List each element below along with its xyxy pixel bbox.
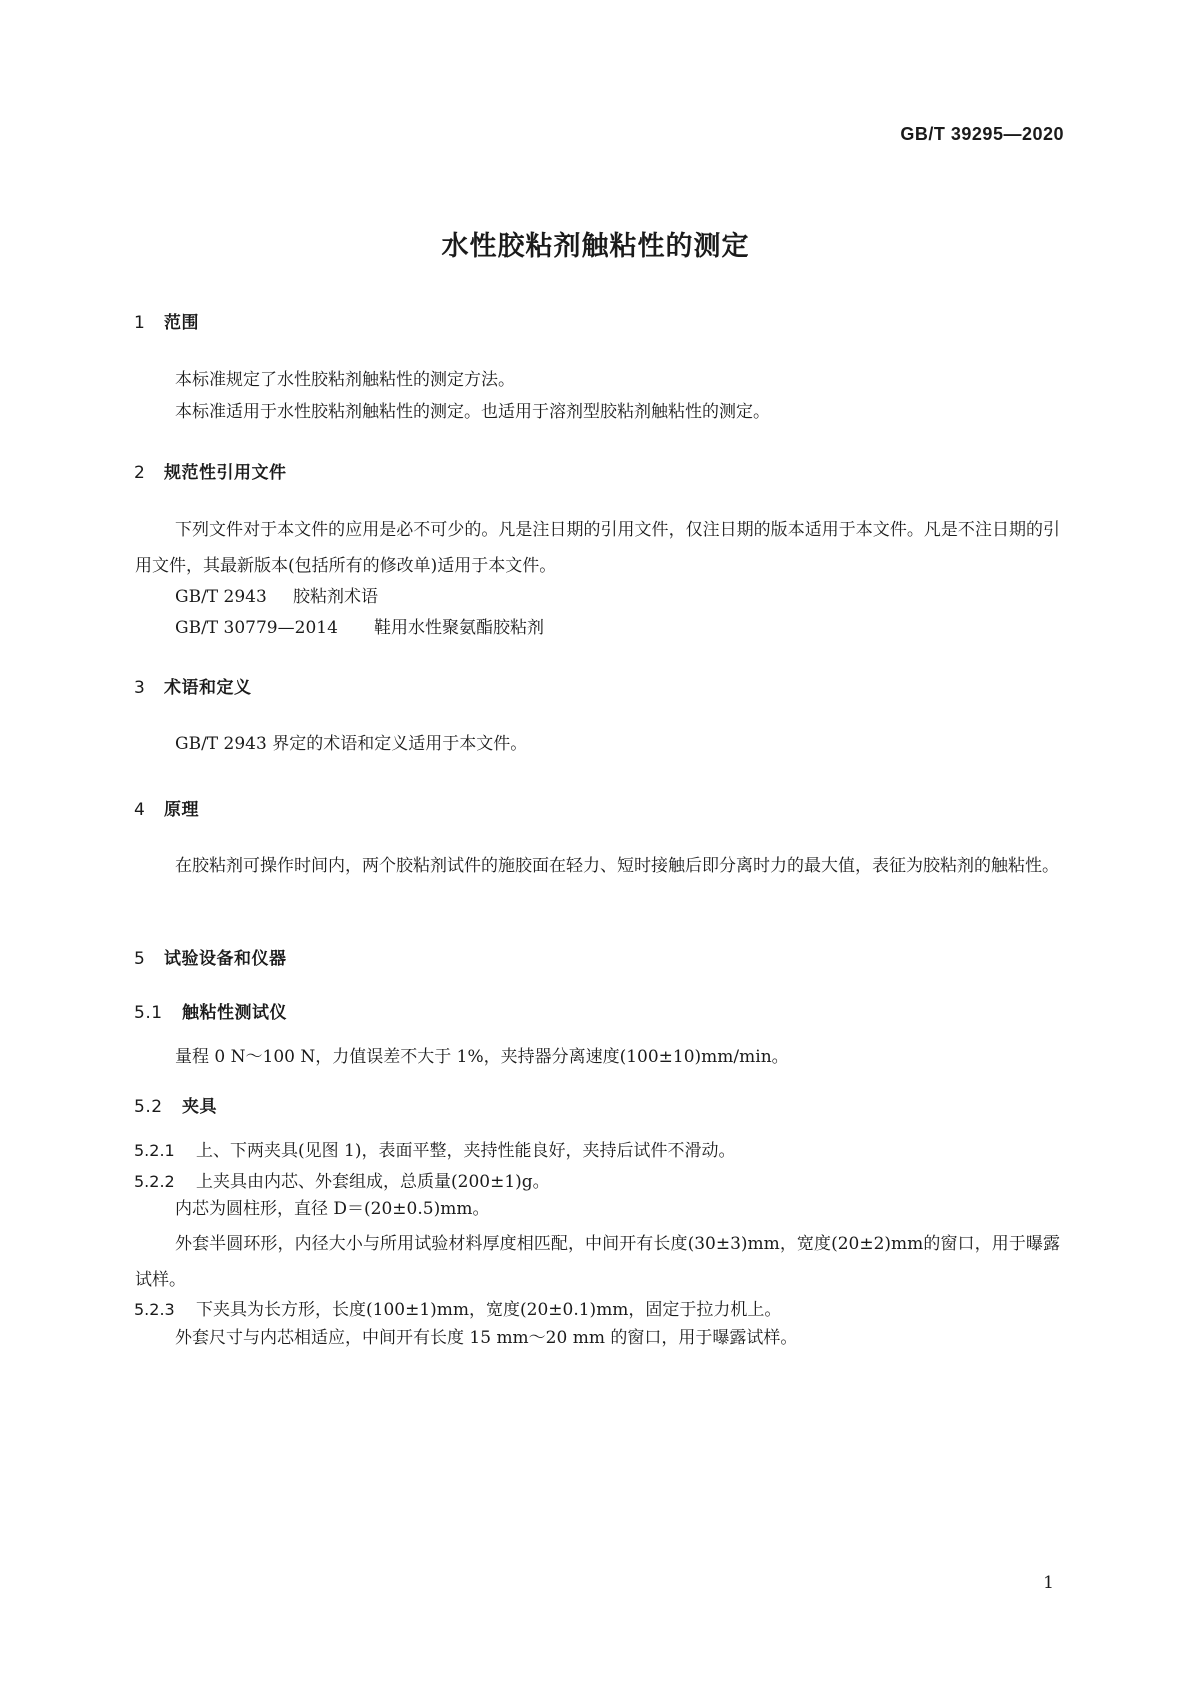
reference-code: GB/T 2943 xyxy=(175,587,267,607)
paragraph: 内芯为圆柱形，直径 D＝(20±0.5)mm。 xyxy=(175,1199,490,1219)
subsection-5-1-heading xyxy=(134,998,287,1023)
clause-text: 上夹具由内芯、外套组成，总质量(200±1)g。 xyxy=(196,1172,550,1192)
paragraph: 量程 0 N～100 N，力值误差不大于 1%，夹持器分离速度(100±10)mm/min。 xyxy=(175,1047,789,1067)
normative-reference xyxy=(175,582,378,607)
clause-5-2-2 xyxy=(134,1167,550,1192)
section-3-heading xyxy=(134,673,252,698)
subsection-5-2-heading xyxy=(134,1092,217,1117)
section-5-heading xyxy=(134,944,287,969)
paragraph: 外套尺寸与内芯相适应，中间开有长度 15 mm～20 mm 的窗口，用于曝露试样。 xyxy=(175,1328,798,1348)
section-number: 2 xyxy=(134,463,146,483)
section-number: 3 xyxy=(134,678,146,698)
clause-number: 5.2.2 xyxy=(134,1172,175,1191)
subsection-number: 5.2 xyxy=(134,1097,163,1117)
clause-5-2-1 xyxy=(134,1136,735,1161)
section-title: 规范性引用文件 xyxy=(164,463,287,483)
section-number: 1 xyxy=(134,313,146,333)
subsection-number: 5.1 xyxy=(134,1003,163,1023)
section-title: 范围 xyxy=(164,313,199,333)
section-2-heading xyxy=(134,458,287,483)
section-1-heading xyxy=(134,308,199,333)
page-number: 1 xyxy=(1043,1573,1054,1593)
subsection-title: 夹具 xyxy=(182,1097,217,1117)
section-title: 试验设备和仪器 xyxy=(164,949,287,969)
paragraph: GB/T 2943 界定的术语和定义适用于本文件。 xyxy=(175,734,528,754)
paragraph: 下列文件对于本文件的应用是必不可少的。凡是注日期的引用文件，仅注日期的版本适用于本文件。凡是不注日期的引用文件，其最新版本(包括所有的修改单)适用于本文件。 xyxy=(135,520,1060,576)
paragraph: 本标准规定了水性胶粘剂触粘性的测定方法。 xyxy=(175,370,515,390)
reference-title: 胶粘剂术语 xyxy=(293,587,378,607)
section-4-heading xyxy=(134,795,199,820)
paragraph: 在胶粘剂可操作时间内，两个胶粘剂试件的施胶面在轻力、短时接触后即分离时力的最大值，表征为胶粘剂的触粘性。 xyxy=(175,856,1059,876)
subsection-title: 触粘性测试仪 xyxy=(182,1003,287,1023)
section-number: 4 xyxy=(134,800,146,820)
standard-code: GB/T 39295—2020 xyxy=(900,124,1064,144)
reference-title: 鞋用水性聚氨酯胶粘剂 xyxy=(374,618,544,638)
clause-number: 5.2.3 xyxy=(134,1300,175,1319)
clause-text: 上、下两夹具(见图 1)，表面平整，夹持性能良好，夹持后试件不滑动。 xyxy=(196,1141,736,1161)
clause-5-2-3 xyxy=(134,1295,781,1320)
paragraph: 外套半圆环形，内径大小与所用试验材料厚度相匹配，中间开有长度(30±3)mm，宽度(20±2)mm的窗口，用于曝露试样。 xyxy=(135,1234,1060,1290)
normative-reference xyxy=(175,613,544,638)
section-number: 5 xyxy=(134,949,146,969)
clause-text: 下夹具为长方形，长度(100±1)mm，宽度(20±0.1)mm，固定于拉力机上。 xyxy=(196,1300,782,1320)
paragraph: 本标准适用于水性胶粘剂触粘性的测定。也适用于溶剂型胶粘剂触粘性的测定。 xyxy=(175,402,770,422)
section-title: 原理 xyxy=(164,800,199,820)
document-title: 水性胶粘剂触粘性的测定 xyxy=(441,231,750,262)
clause-number: 5.2.1 xyxy=(134,1141,175,1160)
section-title: 术语和定义 xyxy=(164,678,252,698)
reference-code: GB/T 30779—2014 xyxy=(175,618,338,638)
